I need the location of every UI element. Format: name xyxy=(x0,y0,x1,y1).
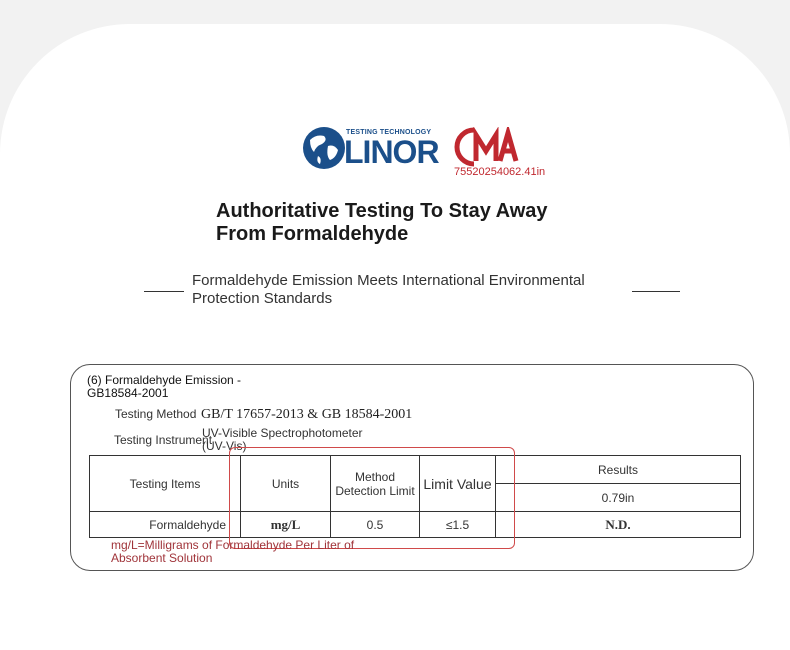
row-limit: ≤1.5 xyxy=(420,512,496,538)
page-title: Authoritative Testing To Stay Away From Formaldehyde xyxy=(216,200,548,245)
page-subtitle: Formaldehyde Emission Meets International Environmental Protection Standards xyxy=(192,272,585,307)
units-note: mg/L=Milligrams of Formaldehyde Per Liter of Absorbent Solution xyxy=(111,538,355,565)
cert-number: 75520254062.41in xyxy=(454,166,546,178)
brand-logo xyxy=(302,124,562,184)
row-unit: mg/L xyxy=(241,512,331,538)
method-value: GB/T 17657-2013 & GB 18584-2001 xyxy=(201,407,413,422)
header-results: Results xyxy=(496,456,741,484)
logo-tagline: TESTING TECHNOLOGY xyxy=(346,129,432,136)
cma-seal xyxy=(454,127,520,167)
header-limit: Limit Value xyxy=(420,456,496,512)
content-card xyxy=(0,24,790,650)
method-label: Testing Method xyxy=(115,407,197,421)
header-units: Units xyxy=(241,456,331,512)
test-report-card xyxy=(70,364,754,571)
report-section-title: (6) Formaldehyde Emission - GB18584-2001 xyxy=(87,373,242,400)
globe-icon xyxy=(302,126,346,170)
divider-right xyxy=(632,291,680,292)
header-mdl: Method Detection Limit xyxy=(331,456,420,512)
header-results-sub: 0.79in xyxy=(496,484,741,512)
row-mdl: 0.5 xyxy=(331,512,420,538)
instrument-value: UV-Visible Spectrophotometer (UV-Vis) xyxy=(202,426,363,453)
divider-left xyxy=(144,291,184,292)
row-result: N.D. xyxy=(496,512,741,538)
row-item: Formaldehyde xyxy=(90,512,241,538)
logo-brand: LINOR xyxy=(344,134,439,170)
highlight-box xyxy=(229,447,515,549)
instrument-label: Testing Instrument xyxy=(114,433,213,447)
header-testing-items: Testing Items xyxy=(90,456,241,512)
